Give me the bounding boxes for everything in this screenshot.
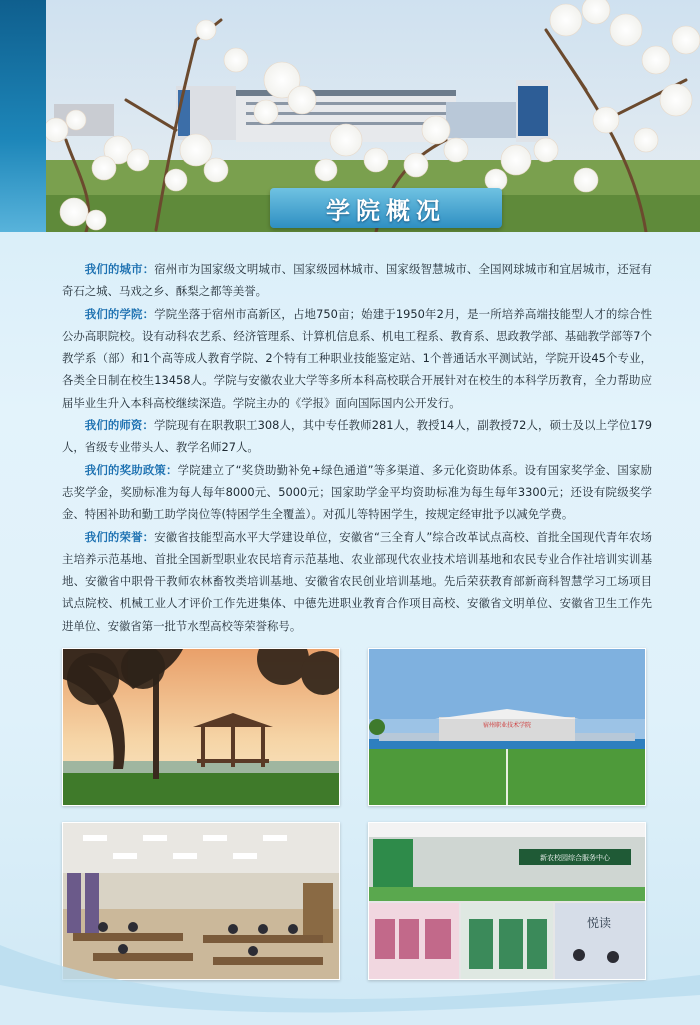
left-accent-bar (0, 0, 46, 232)
section-scholarship (62, 459, 652, 526)
title-plate (270, 188, 502, 228)
section-text: 宿州市为国家级文明城市、国家级园林城市、国家级智慧城市、全国网球城市和宜居城市，还冠有奇石之城、马戏之乡、酥梨之都等美誉。 (62, 262, 652, 299)
section-city (62, 258, 652, 303)
service-center-sign: 新农校园综合服务中心 (540, 854, 610, 862)
pavilion-illustration (63, 649, 339, 805)
service-center-illustration (369, 823, 645, 979)
photo-pavilion (62, 648, 340, 806)
section-faculty (62, 414, 652, 459)
photo-library (62, 822, 340, 980)
section-college (62, 303, 652, 414)
stadium-banner: 宿州职业技术学院 (482, 722, 532, 729)
hero-photo-campus-blossoms (46, 0, 700, 232)
section-label: 我们的奖助政策： (84, 462, 178, 477)
section-text: 学院建立了“奖贷助勤补免+绿色通道”等多渠道、多元化资助体系。设有国家奖学金、国家励志奖学金，奖励标准为每人每年8000元、5000元；国家助学金平均资助标准为每生每年3300元；还设有院级奖学金、特困补助和勤工助学岗位等(特困学生全覆盖）。对孤儿等特困学生，按规定经审批予以减免学费。 (62, 462, 652, 522)
section-label: 我们的荣誉： (84, 529, 155, 544)
section-text: 学院现有在职教职工308人，其中专任教师281人，教授14人，副教授72人，硕士及以上学位179人，省级专业带头人、教学名师27人。 (62, 418, 652, 455)
section-label: 我们的城市： (84, 262, 155, 276)
photo-stadium (368, 648, 646, 806)
section-text: 安徽省技能型高水平大学建设单位，安徽省“三全育人”综合改革试点高校、首批全国现代青年农场主培养示范基地、首批全国新型职业农民培育示范基地、农业部现代农业技术培训基地和农民专业合作社培训实训基地、安徽省中职骨干教师农林畜牧类培训基地、安徽省农民创业培训基地。先后荣获教育部新商科智慧学习工场项目试点院校、机械工业人才评价工作先进集体、中德先进职业教育合作项目高校、安徽省文明单位、安徽省卫生工作先进单位、安徽省第一批节水型高校等荣誉称号。 (62, 529, 652, 633)
intro-text (62, 258, 652, 637)
reading-sign: 悦读 (586, 916, 612, 930)
page-title: 学院概况 (326, 196, 446, 225)
library-illustration (63, 823, 339, 979)
section-label: 我们的学院： (84, 306, 155, 321)
stadium-illustration (369, 649, 645, 805)
section-text: 学院坐落于宿州市高新区，占地750亩；始建于1950年2月，是一所培养高端技能型人才的综合性公办高职院校。设有动科农艺系、经济管理系、计算机信息系、机电工程系、教育系、思政教学部、基础教学部等7个教学系（部）和1个高等成人教育学院、2个特有工种职业技能鉴定站、1个普通话水平测试站，学院开设45个专业，各类全日制在校生13458人。学院与安徽农业大学等多所本科高校联合开展针对在校生的本科学历教育，全力帮助应届毕业生升入本科高校继续深造。学院主办的《学报》面向国际国内公开发行。 (62, 306, 652, 410)
section-label: 我们的师资： (84, 418, 154, 433)
section-honors (62, 526, 652, 637)
photo-service-center (368, 822, 646, 980)
